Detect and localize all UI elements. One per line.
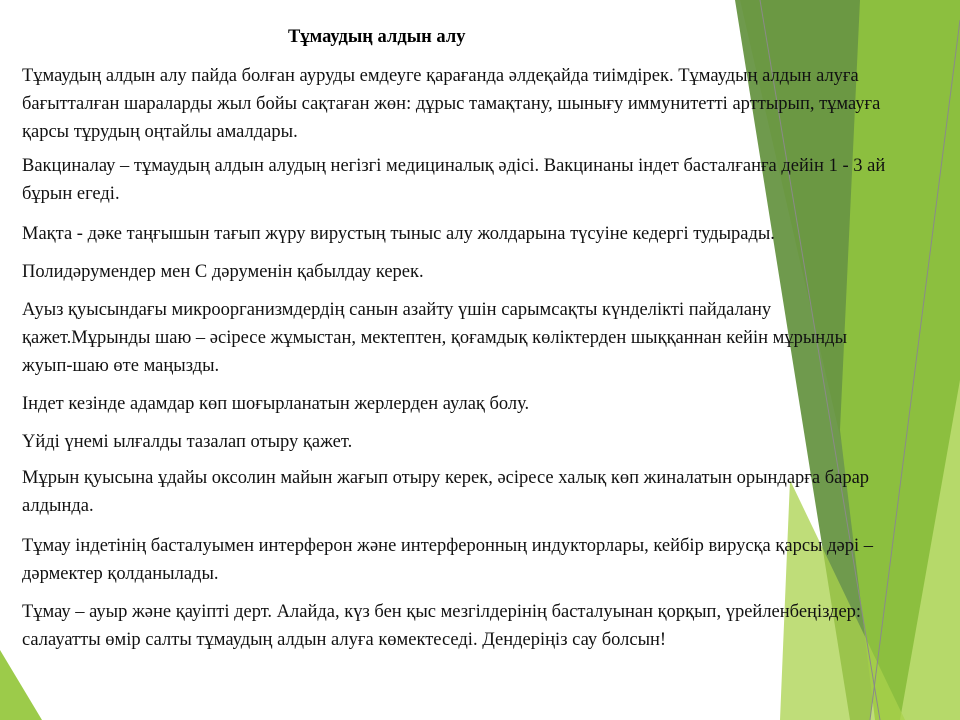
paragraph-crowds: Індет кезінде адамдар көп шоғырланатын жерлерден аулақ болу. [22, 394, 530, 414]
paragraph-cleaning: Үйді үнемі ылғалды тазалап отыру қажет. [22, 432, 353, 452]
paragraph-vaccination: Вакциналау – тұмаудың алдын алудың негізгі медициналық әдісі. Вакцинаны індет басталғанға дейін 1 - 3 ай бұрын егеді. [22, 156, 886, 204]
paragraph-intro: Тұмаудың алдын алу пайда болған ауруды емдеуге қарағанда әлдеқайда тиімдірек. Тұмаудың алдын алуға бағытталған шараларды жыл бойы сақтаған жөн: дұрыс тамақтану, шынығу иммунитетті арттырып, тұмауға қарсы тұрудың оңтайлы амалдары. [22, 66, 881, 142]
slide-title: Тұмаудың алдын алу [288, 27, 466, 47]
paragraph-interferon: Тұмау індетінің басталуымен интерферон және интерферонның индукторлары, кейбір вирусқа қарсы дәрі – дәрмектер қолданылады. [22, 536, 873, 584]
paragraph-oxolin: Мұрын қуысына ұдайы оксолин майын жағып отыру керек, әсіресе халық көп жиналатын орындарға барар алдында. [22, 468, 870, 516]
paragraph-conclusion: Тұмау – ауыр және қауіпті дерт. Алайда, күз бен қыс мезгілдерінің басталуынан қорқып, үрейленбеңіздер: салауатты өмір салты тұмаудың алдын алуға көмектеседі. Дендеріңіз сау болсын! [22, 602, 862, 650]
paragraph-mask: Мақта - дәке таңғышын тағып жүру вирустың тыныс алу жолдарына түсуіне кедергі тудырады. [22, 224, 775, 244]
paragraph-garlic: Ауыз қуысындағы микроорганизмдердің санын азайту үшін сарымсақты күнделікті пайдалану қажет.Мұрынды шаю – әсіресе жұмыстан, мектептен, қоғамдық көліктерден шыққаннан кейін мұрынды жуып-шаю өте маңызды. [22, 300, 847, 376]
paragraph-vitamins: Полидәрумендер мен С дәруменін қабылдау керек. [22, 262, 424, 282]
